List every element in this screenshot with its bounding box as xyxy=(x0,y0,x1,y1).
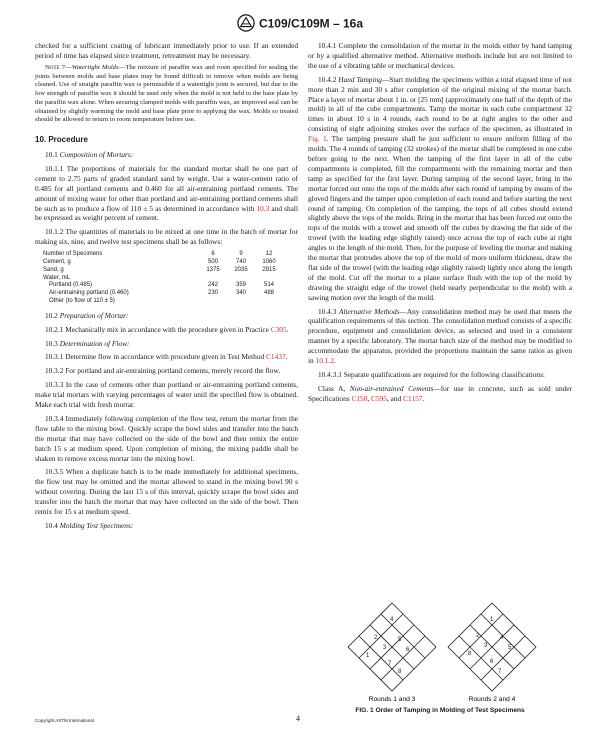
subsection-10-1: 10.1 Composition of Mortars: xyxy=(45,149,134,159)
left-column xyxy=(35,41,298,531)
section-heading: 10. Procedure xyxy=(35,135,88,145)
diagram-number: 1 xyxy=(366,653,370,659)
subsection-10-4: 10.4 Molding Test Specimens: xyxy=(45,521,134,531)
table-row: Portland (0.485) 242 359 514 xyxy=(49,282,274,289)
diagram-number: 8 xyxy=(468,651,472,657)
table-header-row: Number of Specimens 6 9 12 xyxy=(43,251,273,258)
diagram-number: 3 xyxy=(383,645,387,651)
paragraph-10-2-1: 10.2.1 Mechanically mix in accordance with the procedure given in Practice C305. xyxy=(45,324,289,334)
figure-link[interactable]: Fig. 1 xyxy=(308,134,327,144)
paragraph-10-3-2: 10.3.2 For portland and air-entraining portland cements, merely record the flow. xyxy=(45,366,281,376)
paragraph-10-4-1: 10.4.1 Complete the consolidation of the mortar in the molds either by hand tamping or by a qualified alternative method. Alternative methods include but are not limited to the use of a vibrating table or mechanical devices. xyxy=(308,41,572,70)
table-row: Cement, g 500 740 1060 xyxy=(43,258,276,265)
figure-1 xyxy=(308,597,572,714)
diagram-number: 3 xyxy=(484,643,488,649)
paragraph-10-4-2: 10.4.2 Hand Tamping—Start molding the specimens within a total elapsed time of not more than 2 min and 30 s after completion of the original mixing of the mortar batch. Place a layer of mortar about 1 in. or [25 mm] (approximately one half of the depth of the mold) in all of the cube compartments. Tamp the mortar in each cube compartment 32 times in about 10 s in 4 rounds, each round to be at right angles to the other and consisting of eight adjoining strokes over the surface of the specimen, as illustrated in Fig. 1. The tamping pressure shall be just sufficient to ensure uniform filling of the molds. The 4 rounds of tamping (32 strokes) of the mortar shall be completed in one cube before going to the next. When the tamping of the first layer in all of the cube compartments is completed, fill the compartments with the remaining mortar and then tamp as specified for the first layer. During tamping of the second layer, bring in the mortar forced out onto the tops of the molds after each round of tamping by means of the gloved fingers and the tamper upon completion of each round and before starting the next round of tamping. On completion of the tamping, the tops of all cubes should extend slightly above the tops of the molds. Bring in the mortar that has been forced out onto the tops of the molds with a trowel and smooth off the cubes by drawing the flat side of the trowel (with the leading edge slightly raised) once across the top of each cube at right angles to the length of the mold. Then, for the purpose of leveling the mortar and making the mortar that protrudes above the top of the mold of more uniform thickness, draw the flat side of the trowel (with the leading edge slightly raised) lightly once along the length of the mold. Cut off the mortar to a plane surface flush with the top of the mold by drawing the straight edge of the trowel (held nearly perpendicular to the mold) with a sawing motion over the length of the mold. xyxy=(308,74,572,302)
ref-link[interactable]: C1437 xyxy=(266,352,286,362)
note-7: Note 7—Watertight Molds—The mixture of paraffin wax and rosin specified for sealing the joints between molds and base plates may be found difficult to remove when molds are being cleaned. Use of straight paraffin wax is permissible if a watertight joint is secured, but due to the low strength of paraffin wax it should be used only when the mold is not held to the base plate by the paraffin wax alone. When securing clamped molds with paraffin wax, an improved seal can be obtained by slightly warming the mold and base plate prior to applying the wax. Molds so treated should be allowed to return to room temperature before use. xyxy=(35,63,298,124)
diagram-number: 1 xyxy=(490,617,494,623)
figure-label-right: Rounds 2 and 4 xyxy=(468,696,516,703)
ref-link[interactable]: C1157 xyxy=(403,393,423,403)
figure-label-left: Rounds 1 and 3 xyxy=(368,696,416,703)
paragraph-10-4-3: 10.4.3 Alternative Methods—Any consolidation method may be used that meets the qualification requirements of this section. The consolidation method consists of a specific procedure, equipment and consolidation device, as selected and used in a consistent manner by a specific laboratory. The mortar batch size of the method may be modified to accommodate the apparatus, provided the proportions maintain the same ratios as given in 10.1.2. xyxy=(308,306,572,366)
ref-link[interactable]: 10.3 xyxy=(256,203,270,213)
table-row: Other (to flow of 110 ± 5) xyxy=(49,297,115,304)
diagram-number: 7 xyxy=(498,669,502,675)
paragraph-10-3-1: 10.3.1 Determine flow in accordance with procedure given in Test Method C1437. xyxy=(45,352,288,362)
page-number: 4 xyxy=(296,714,300,723)
paragraph-10-3-4: 10.3.4 Immediately following completion of the flow test, return the mortar from the flow table to the mixing bowl. Quickly scrape the bowl sides and transfer into the batch the mortar that may have collected on the side of the bowl and then remix the entire batch 15 s at medium speed. Upon completion of mixing, the mixing paddle shall be shaken to remove excess mortar into the mixing bowl. xyxy=(35,413,298,463)
diamond-rounds-2-4 xyxy=(448,603,536,691)
paragraph: checked for a sufficient coating of lubricant immediately prior to use. If an extended period of time has elapsed since treatment, retreatment may be necessary. xyxy=(35,41,298,60)
diagram-number: 8 xyxy=(398,669,402,675)
astm-logo-icon xyxy=(237,14,255,32)
diamond-rounds-1-3 xyxy=(348,603,436,691)
diagram-number: 6 xyxy=(490,659,494,665)
subsection-10-3: 10.3 Determination of Flow: xyxy=(45,338,130,348)
paragraph-10-3-3: 10.3.3 In the case of cements other than portland or air-entraining portland cements, make trial mortars with varying percentages of water until the specified flow is obtained. Make each trial with fresh mortar. xyxy=(35,380,298,410)
table-row: Sand, g 1375 2035 2915 xyxy=(43,266,276,273)
diagram-number: 4 xyxy=(390,617,394,623)
page-header xyxy=(0,14,600,32)
paragraph-class-a: Class A, Non-air-entrained Cements—for use in concrete, such as sold under Specifications C150, C595, and C1157. xyxy=(308,383,572,403)
table-row: Air-entraining portland (0.460) 230 340 488 xyxy=(49,290,274,297)
ref-link[interactable]: C150 xyxy=(351,393,368,403)
diagram-number: 5 xyxy=(508,645,512,651)
paragraph-10-1-1: 10.1.1 The proportions of materials for the standard mortar shall be one part of cement to 2.75 parts of graded standard sand by weight. Use a water-cement ratio of 0.485 for all portland cements and 0.460 for all air-entraining portland cements. The amount of mixing water for other than portland and air-entraining portland cements shall be such as to produce a flow of 110 ± 5 as determined in accordance with 10.3 and shall be expressed as weight percent of cement. xyxy=(35,163,298,223)
figure-caption: FIG. 1 Order of Tamping in Molding of Test Specimens xyxy=(355,707,525,714)
quantities-table xyxy=(43,251,283,306)
diagram-number: 5 xyxy=(398,637,402,643)
diagram-number: 7 xyxy=(388,661,392,667)
paragraph-10-4-3-1: 10.4.3.1 Separate qualifications are required for the following classifications: xyxy=(318,370,545,379)
diagram-number: 6 xyxy=(406,647,410,653)
ref-link[interactable]: 10.1.2 xyxy=(315,356,334,366)
copyright-footer: Copyright ASTM International xyxy=(35,718,94,723)
document-id: C109/C109M – 16a xyxy=(258,16,364,31)
paragraph-10-1-2: 10.1.2 The quantities of materials to be mixed at one time in the batch of mortar for making six, nine, and twelve test specimens shall be as follows: xyxy=(35,227,298,247)
table-row: Water, mL xyxy=(43,274,71,281)
ref-link[interactable]: C595 xyxy=(371,393,387,403)
paragraph-10-3-5: 10.3.5 When a duplicate batch is to be made immediately for additional specimens, the flow test may be omitted and the mortar allowed to stand in the mixing bowl 90 s without covering. During the last 15 s of this interval, quickly scrape the bowl sides and transfer into the batch the mortar that may have collected on the side of the bowl. Then remix for 15 s at medium speed. xyxy=(35,467,298,517)
subsection-10-2: 10.2 Preparation of Mortar: xyxy=(45,310,129,320)
diagram-number: 2 xyxy=(374,635,378,641)
tamping-diagram xyxy=(308,597,572,705)
diagram-number: 2 xyxy=(476,633,480,639)
ref-link[interactable]: C305 xyxy=(270,324,287,334)
right-column xyxy=(308,41,572,404)
diagram-number: 4 xyxy=(500,635,504,641)
